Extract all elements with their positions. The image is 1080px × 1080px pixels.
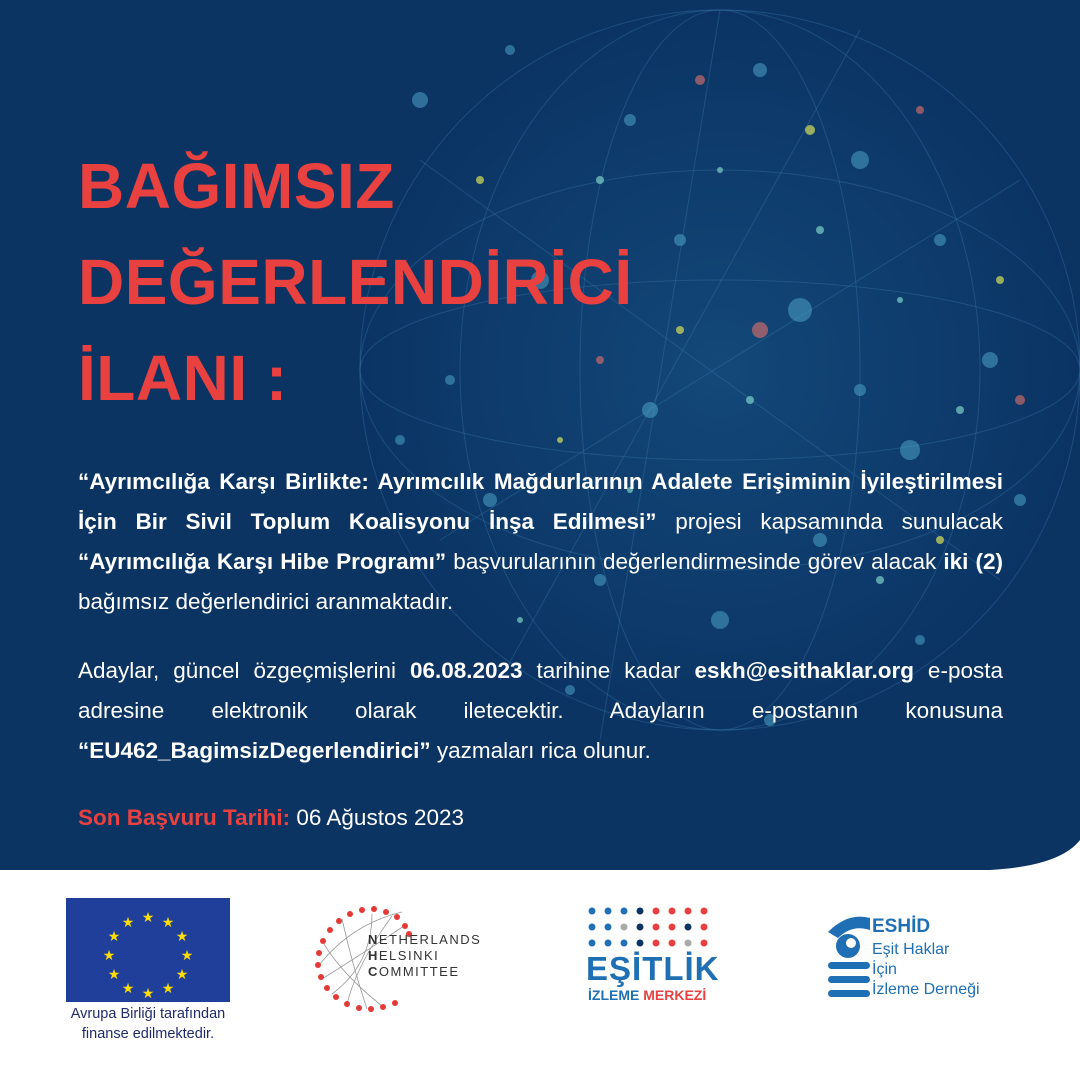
eshid-full-name xyxy=(872,940,980,1000)
body-text: projesi kapsamında sunulacak xyxy=(656,509,1003,534)
svg-text:★: ★ xyxy=(161,915,175,931)
esitlik-subtitle: İZLEME MERKEZİ xyxy=(588,987,707,1003)
nhc-line: COMMITTEE xyxy=(368,964,460,979)
svg-text:★: ★ xyxy=(141,986,155,1002)
body-text: Adaylar, güncel özgeçmişlerini xyxy=(78,658,410,683)
program-name: “Ayrımcılığa Karşı Hibe Programı” xyxy=(78,549,447,574)
svg-text:★: ★ xyxy=(175,967,189,983)
eshid-eye-icon xyxy=(824,910,872,1002)
svg-text:★: ★ xyxy=(180,948,194,964)
deadline xyxy=(78,798,464,838)
svg-text:★: ★ xyxy=(161,981,175,997)
body-text: tarihine kadar xyxy=(522,658,695,683)
eu-funding-caption xyxy=(52,1004,244,1044)
eshid-line: İzleme Derneği xyxy=(872,981,980,998)
eu-flag-logo xyxy=(66,898,230,1002)
body-text: başvurularının değerlendirmesinde görev alacak xyxy=(446,549,944,574)
project-description xyxy=(78,462,1003,622)
nhc-line: NETHERLANDS xyxy=(368,932,482,947)
body-text: yazmaları rica olunur. xyxy=(430,738,651,763)
eu-stars-icon xyxy=(66,898,230,1002)
nhc-wordmark xyxy=(368,932,481,980)
title-line: DEĞERLENDİRİCİ xyxy=(78,246,633,318)
nhc-line: HELSINKI xyxy=(368,948,440,963)
svg-text:★: ★ xyxy=(102,948,116,964)
page-title xyxy=(78,138,633,426)
eshid-line: İçin xyxy=(872,961,897,978)
title-line: İLANI : xyxy=(78,342,288,414)
project-name: “Ayrımcılığa Karşı Birlikte: Ayrımcılık Mağdurlarının Adalete Erişiminin İyileştirilmesi İçin Bir Sivil Toplum Koalisyonu İnşa Edilmesi” xyxy=(78,469,1003,534)
application-date: 06.08.2023 xyxy=(409,658,523,683)
svg-text:★: ★ xyxy=(121,915,135,931)
application-instructions xyxy=(78,651,1003,771)
caption-line: Avrupa Birliği tarafından xyxy=(70,1006,226,1022)
body-text: e-posta adresine elektronik olarak iletecektir. Adayların e-postanın konusuna xyxy=(78,658,1003,723)
contact-email: eskh@esithaklar.org xyxy=(694,658,914,683)
svg-text:★: ★ xyxy=(175,929,189,945)
svg-text:★: ★ xyxy=(121,981,135,997)
svg-text:★: ★ xyxy=(141,910,155,926)
esitlik-dots-icon xyxy=(588,906,712,950)
deadline-value: 06 Ağustos 2023 xyxy=(290,805,465,830)
body-text: bağımsız değerlendirici aranmaktadır. xyxy=(78,589,454,614)
title-line: BAĞIMSIZ xyxy=(78,150,395,222)
svg-text:★: ★ xyxy=(107,929,121,945)
svg-text:★: ★ xyxy=(107,967,121,983)
eshid-title: ESHİD xyxy=(872,916,931,937)
caption-line: finanse edilmektedir. xyxy=(81,1026,215,1042)
eshid-line: Eşit Haklar xyxy=(872,941,950,958)
esitlik-wordmark: EŞİTLİK xyxy=(586,950,720,987)
evaluator-count: iki (2) xyxy=(943,549,1003,574)
deadline-label: Son Başvuru Tarihi: xyxy=(78,805,291,830)
email-subject: “EU462_BagimsizDegerlendirici” xyxy=(78,738,431,763)
